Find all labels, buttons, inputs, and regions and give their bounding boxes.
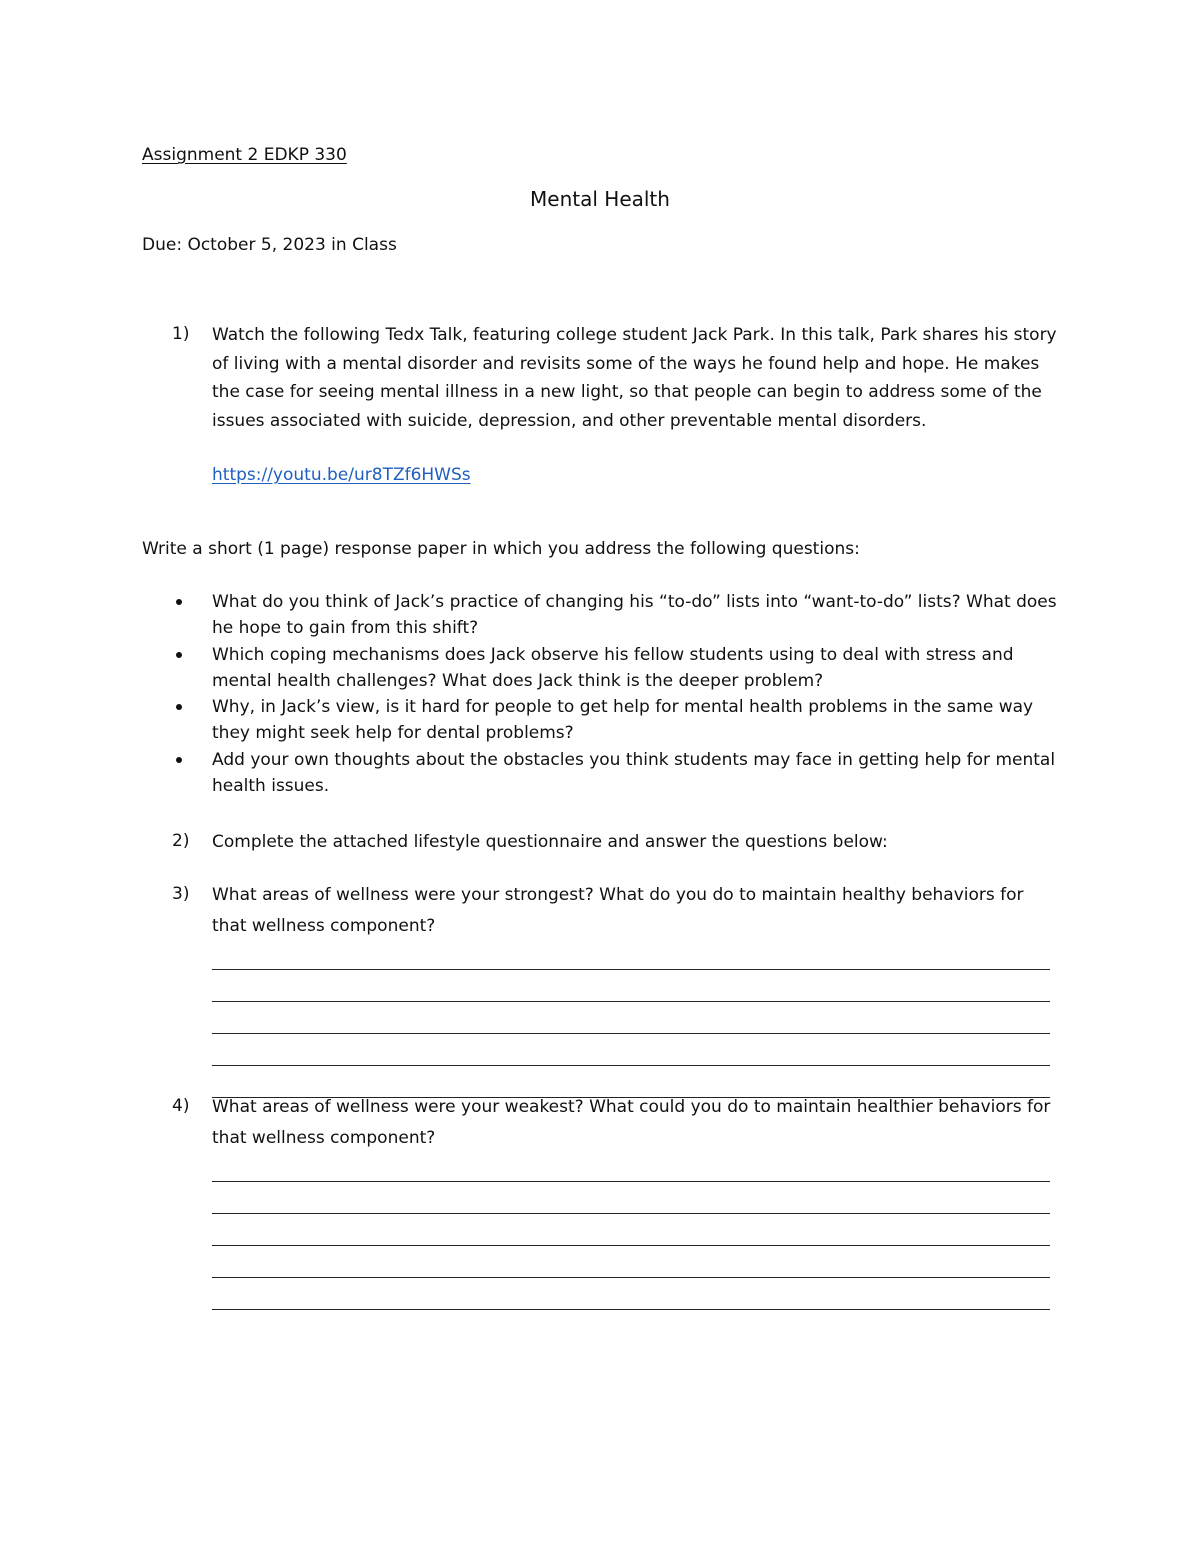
bullet-text: What do you think of Jack’s practice of changing his “to-do” lists into “want-to-do” lists? What does he hope to gain from this shift? xyxy=(212,592,1057,638)
answer-line[interactable] xyxy=(212,1182,1050,1214)
item-1-text: Watch the following Tedx Talk, featuring college student Jack Park. In this talk, Park shares his story of living with a mental disorder and revisits some of the ways he found help and hope. He makes the case for seeing mental illness in a new light, so that people can begin to address some of the issues associated with suicide, depression, and other preventable mental disorders. xyxy=(212,325,1057,431)
item-4-answer-lines[interactable] xyxy=(212,1150,1050,1310)
answer-line[interactable] xyxy=(212,1246,1050,1278)
item-3-number: 3) xyxy=(172,884,190,904)
item-3-answer-lines[interactable] xyxy=(212,938,1050,1098)
bullet-text: Which coping mechanisms does Jack observe his fellow students using to deal with stress and mental health challenges? What does Jack think is the deeper problem? xyxy=(212,644,1014,691)
item-3-text: What areas of wellness were your strongest? What do you do to maintain healthy behaviors for that wellness component? xyxy=(212,885,1024,936)
bullet-icon xyxy=(176,652,182,658)
assignment-header: Assignment 2 EDKP 330 xyxy=(142,145,347,165)
video-link[interactable]: https://youtu.be/ur8TZf6HWSs xyxy=(212,465,471,485)
bullet-text: Add your own thoughts about the obstacles you think students may face in getting help for mental health issues. xyxy=(212,750,1056,797)
item-1-number: 1) xyxy=(172,324,190,344)
bullet-icon xyxy=(176,704,182,710)
answer-line[interactable] xyxy=(212,1002,1050,1034)
answer-line[interactable] xyxy=(212,1214,1050,1246)
question-bullet-list xyxy=(0,589,1200,800)
answer-line[interactable] xyxy=(212,970,1050,1002)
item-2-text: Complete the attached lifestyle questionnaire and answer the questions below: xyxy=(212,832,888,852)
list-item xyxy=(0,747,1200,800)
answer-line[interactable] xyxy=(212,1150,1050,1182)
bullet-text: Why, in Jack’s view, is it hard for people to get help for mental health problems in the same way they might seek help for dental problems? xyxy=(212,697,1034,744)
item-2-number: 2) xyxy=(172,831,190,851)
list-item xyxy=(0,642,1200,695)
list-item xyxy=(0,694,1200,747)
item-4-number: 4) xyxy=(172,1096,190,1116)
item-4-text: What areas of wellness were your weakest? What could you do to maintain healthier behaviors for that wellness component? xyxy=(212,1097,1051,1148)
document-title: Mental Health xyxy=(530,187,670,211)
response-paper-intro: Write a short (1 page) response paper in which you address the following questions: xyxy=(142,539,860,559)
answer-line[interactable] xyxy=(212,938,1050,970)
answer-line[interactable] xyxy=(212,1034,1050,1066)
bullet-icon xyxy=(176,599,182,605)
bullet-icon xyxy=(176,757,182,763)
due-date: Due: October 5, 2023 in Class xyxy=(142,235,397,255)
answer-line[interactable] xyxy=(212,1278,1050,1310)
list-item xyxy=(0,589,1200,642)
